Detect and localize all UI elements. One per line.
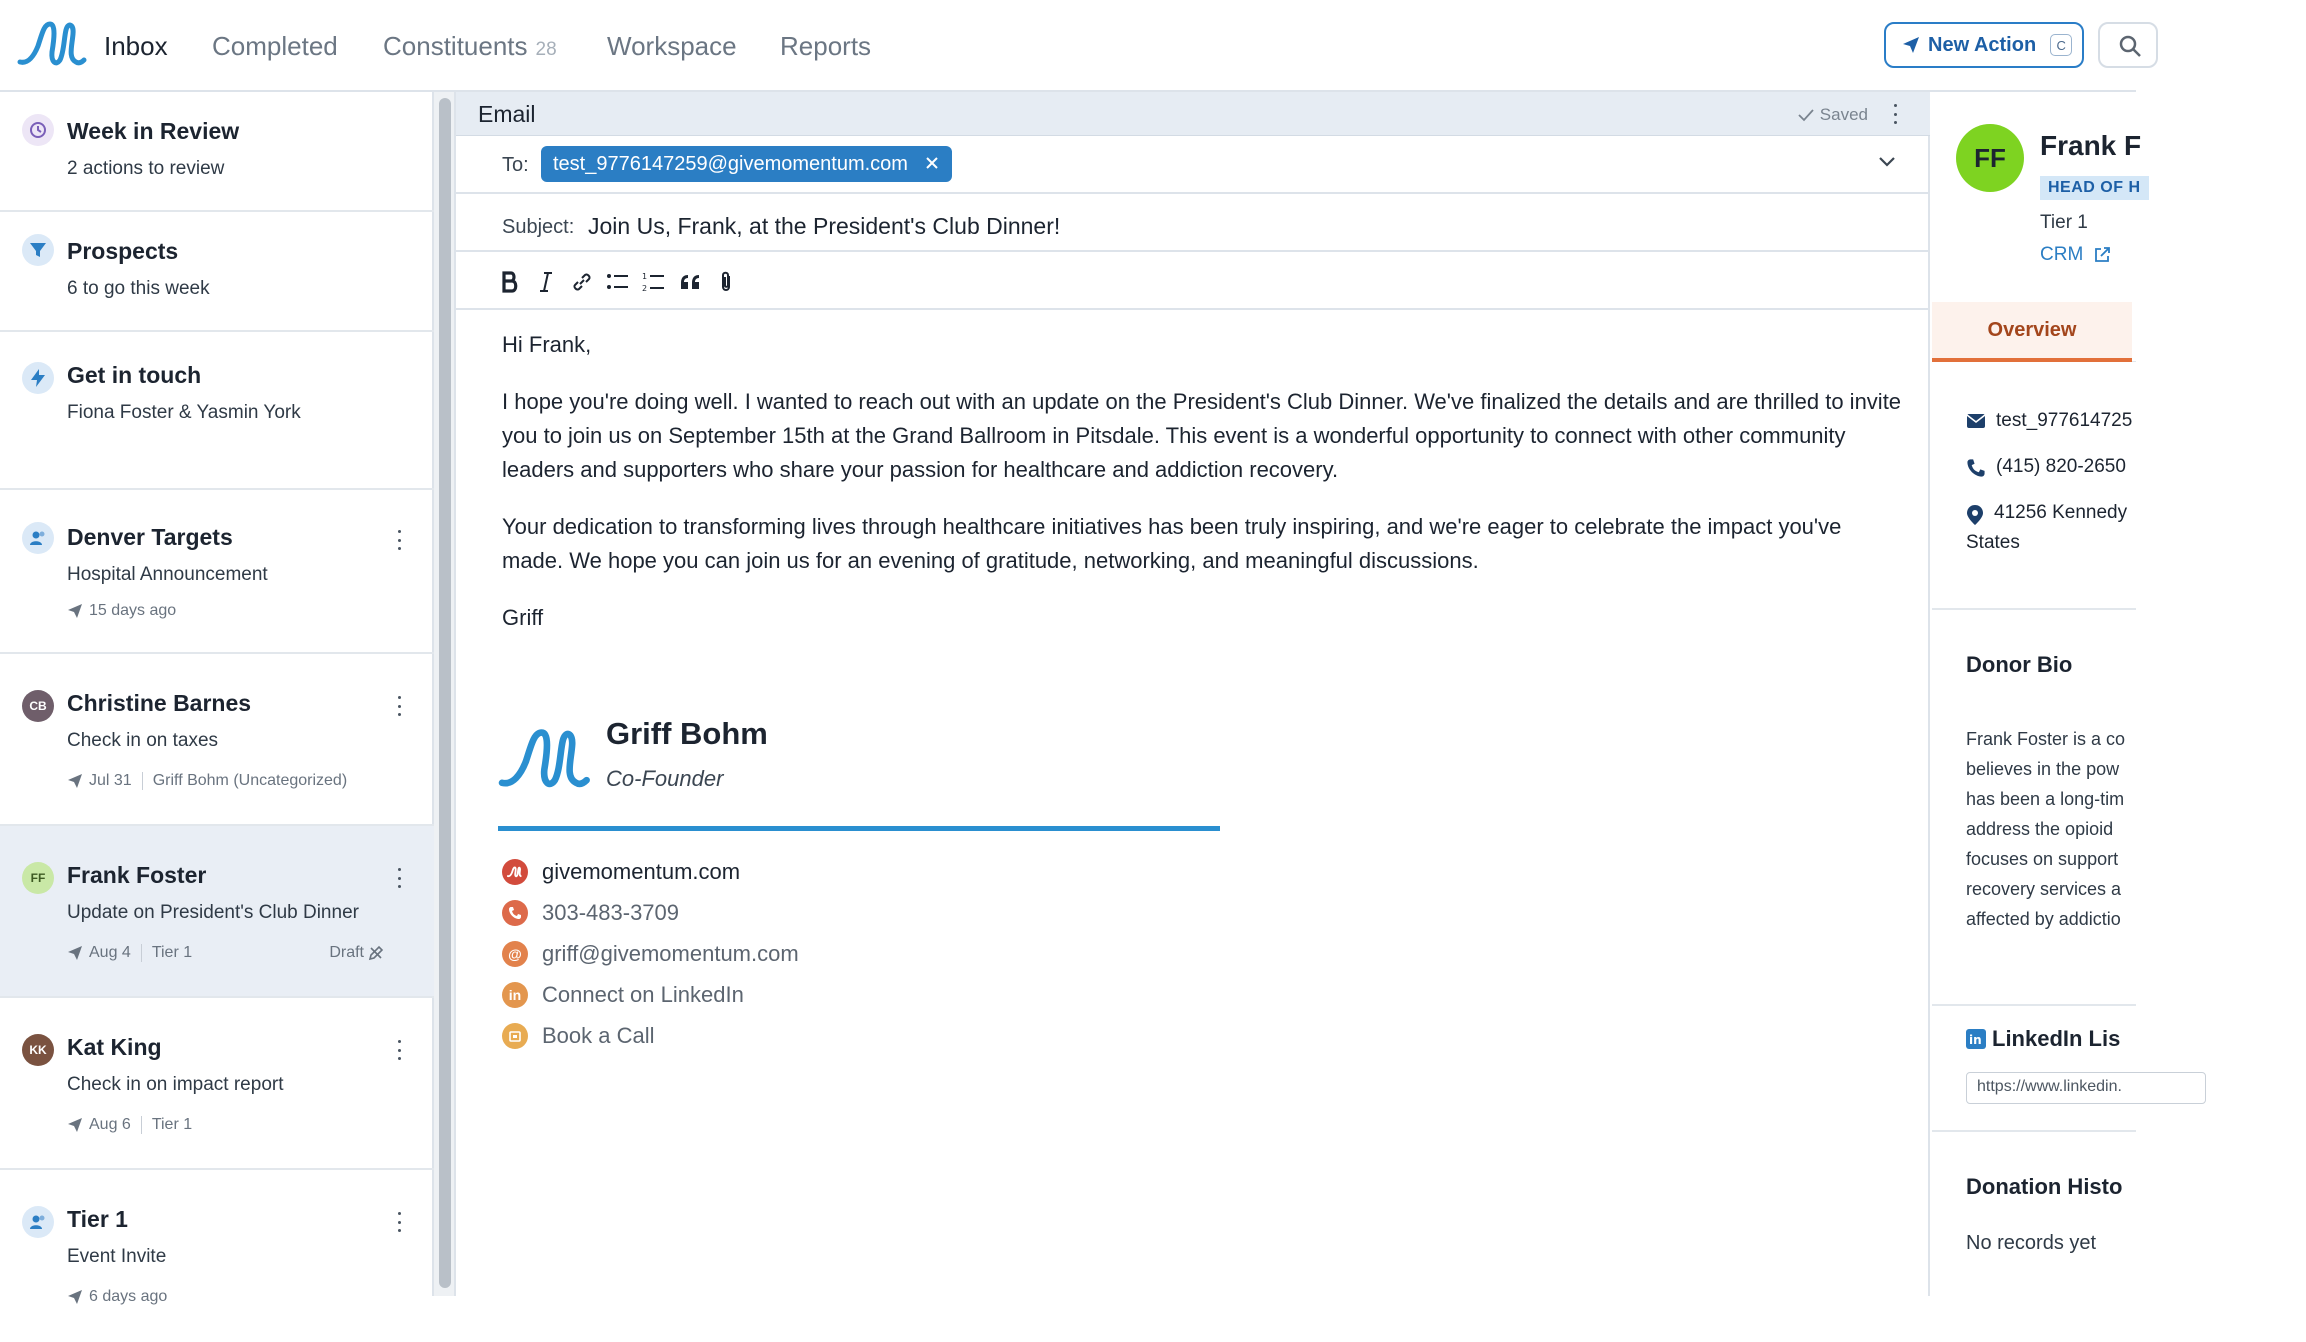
item-meta <box>67 602 176 620</box>
new-action-button[interactable] <box>1884 22 2084 68</box>
email-greeting: Hi Frank, <box>502 332 592 357</box>
crm-label: CRM <box>2040 244 2084 265</box>
contact-address <box>1966 502 2127 554</box>
send-icon <box>1902 36 1920 54</box>
sent-icon <box>67 945 83 961</box>
item-title: Get in touch <box>67 362 202 388</box>
formatting-toolbar <box>456 252 1930 310</box>
item-meta <box>67 1116 192 1134</box>
item-subtitle: Check in on taxes <box>67 730 219 751</box>
item-date: Aug 4 <box>89 944 131 961</box>
history-icon <box>22 114 54 146</box>
attachment-icon[interactable] <box>710 266 742 298</box>
check-icon <box>1798 108 1814 122</box>
draft-status <box>329 944 384 962</box>
signature-title: Co-Founder <box>606 766 724 791</box>
list-item-denver-targets[interactable] <box>0 490 434 654</box>
item-subtitle: Event Invite <box>67 1246 167 1267</box>
address-line-1: 41256 Kennedy <box>1994 502 2128 523</box>
at-sign-icon: @ <box>502 941 528 967</box>
item-menu-icon[interactable] <box>396 1040 402 1060</box>
contact-tier: Tier 1 <box>2040 212 2088 233</box>
inbox-list <box>0 92 434 1305</box>
composer-title: Email <box>478 101 536 127</box>
item-date: 15 days ago <box>89 602 177 619</box>
subject-input[interactable]: Join Us, Frank, at the President's Club Dinner! <box>588 213 1061 239</box>
scrollbar-thumb[interactable] <box>439 98 451 1288</box>
item-title: Prospects <box>67 238 179 264</box>
top-navigation <box>0 0 2136 92</box>
contact-phone[interactable] <box>1966 456 2126 478</box>
to-row <box>456 136 1930 194</box>
recipient-chip[interactable] <box>541 146 952 182</box>
to-label: To: <box>502 154 529 176</box>
remove-recipient-icon[interactable] <box>924 155 940 171</box>
subject-label: Subject: <box>502 216 575 238</box>
contact-name: Frank F <box>2040 130 2142 161</box>
sent-icon <box>67 1117 83 1133</box>
website-icon <box>502 859 528 885</box>
phone-text: 303-483-3709 <box>542 900 680 925</box>
sidebar-scrollbar[interactable] <box>434 92 456 1296</box>
avatar-initials: CB <box>29 699 47 713</box>
contact-panel <box>1932 92 2142 1296</box>
saved-label: Saved <box>1819 105 1868 124</box>
composer-menu-icon[interactable] <box>1892 104 1898 124</box>
contact-title-badge: HEAD OF H <box>2040 176 2149 200</box>
section-divider <box>1932 1130 2136 1132</box>
list-item-christine-barnes[interactable] <box>0 654 434 826</box>
website-text: givemomentum.com <box>542 859 741 884</box>
item-subtitle: 2 actions to review <box>67 158 225 179</box>
list-item-get-in-touch[interactable] <box>0 332 434 490</box>
item-title: Week in Review <box>67 118 240 144</box>
email-body[interactable] <box>502 328 1902 658</box>
sent-icon <box>67 773 83 789</box>
nav-tab-constituents[interactable] <box>383 30 557 66</box>
location-pin-icon <box>1966 504 1984 526</box>
contact-email-text: test_977614725 <box>1996 410 2133 431</box>
avatar <box>22 862 54 894</box>
item-title: Denver Targets <box>67 524 233 550</box>
email-composer <box>456 92 1930 1296</box>
new-action-label: New Action <box>1928 33 2037 56</box>
linkedin-icon: in <box>502 982 528 1008</box>
item-title: Christine Barnes <box>67 690 252 716</box>
item-title: Tier 1 <box>67 1206 128 1232</box>
nav-tab-completed[interactable]: Completed <box>212 31 338 61</box>
draft-label: Draft <box>329 944 364 961</box>
avatar <box>22 1034 54 1066</box>
signature-website[interactable] <box>502 857 740 887</box>
nav-tab-reports[interactable]: Reports <box>780 31 872 61</box>
bio-line: recovery services a <box>1966 879 2122 899</box>
mail-icon <box>1966 413 1986 429</box>
svg-text:1: 1 <box>642 272 648 281</box>
list-item-prospects[interactable] <box>0 212 434 332</box>
composer-header <box>456 92 1930 136</box>
avatar <box>22 690 54 722</box>
group-icon <box>22 522 54 554</box>
crm-link[interactable] <box>2040 244 2111 266</box>
nav-tab-label: Constituents <box>383 31 528 61</box>
calendar-icon <box>502 1023 528 1049</box>
constituents-count: 28 <box>535 39 557 60</box>
signature-email[interactable] <box>502 939 799 969</box>
recipient-email: test_9776147259@givemomentum.com <box>553 152 908 175</box>
contact-email[interactable] <box>1966 410 2132 432</box>
item-title: Kat King <box>67 1034 162 1060</box>
email-paragraph-2: Your dedication to transforming lives through healthcare initiatives has been truly inspiring, and we're eager to celebrate the impact you've made. We hope you can join us for an evening of gratitude, networking, and meaningful discussions. <box>502 514 1842 573</box>
search-button[interactable] <box>2098 22 2158 68</box>
linkedin-title-text: LinkedIn Lis <box>1992 1026 2121 1051</box>
nav-tab-workspace[interactable]: Workspace <box>607 31 737 61</box>
item-menu-icon[interactable] <box>396 530 402 550</box>
chevron-down-icon[interactable] <box>1878 156 1896 168</box>
item-menu-icon[interactable] <box>396 696 402 716</box>
section-divider <box>1932 608 2136 610</box>
list-item-kat-king[interactable] <box>0 998 434 1170</box>
email-text: griff@givemomentum.com <box>542 941 799 966</box>
svg-text:2: 2 <box>642 284 648 293</box>
lightning-icon <box>22 362 54 394</box>
contact-phone-text: (415) 820-2650 <box>1996 456 2126 477</box>
item-subtitle: Fiona Foster & Yasmin York <box>67 402 301 423</box>
email-paragraph-1: I hope you're doing well. I wanted to reach out with an update on the President's Club Dinner. We've finalized the details and are thrilled to invite you to join us on September 15th at the Grand Ballroom in Pitsdale. This event is a wonderful opportunity to connect with other community leaders and supporters who share your passion for healthcare and addiction recovery. <box>502 389 1902 482</box>
external-link-icon <box>2093 246 2111 264</box>
list-item-frank-foster[interactable] <box>0 826 434 998</box>
list-item-week-in-review[interactable] <box>0 92 434 212</box>
item-date: 6 days ago <box>89 1288 168 1305</box>
item-meta <box>67 772 347 790</box>
item-tag: Tier 1 <box>151 1116 193 1133</box>
email-signoff: Griff <box>502 605 544 630</box>
numbered-list-icon[interactable] <box>638 266 670 298</box>
linkedin-section-title <box>1966 1026 2120 1052</box>
tab-overview[interactable]: Overview <box>1932 302 2132 362</box>
donation-history-title: Donation Histo <box>1966 1174 2123 1199</box>
item-meta <box>67 1288 167 1306</box>
item-meta <box>67 944 192 962</box>
booking-text: Book a Call <box>542 1023 655 1048</box>
signature-phone[interactable] <box>502 898 679 928</box>
bio-line: believes in the pow <box>1966 759 2120 779</box>
sent-icon <box>67 1289 83 1305</box>
momentum-logo[interactable] <box>16 16 86 72</box>
draft-pencil-icon <box>368 945 384 961</box>
filter-icon <box>22 234 54 266</box>
item-subtitle: 6 to go this week <box>67 278 210 299</box>
linkedin-icon <box>1966 1029 1986 1049</box>
item-menu-icon[interactable] <box>396 1212 402 1232</box>
signature-divider <box>498 826 1220 831</box>
bio-line: focuses on support <box>1966 849 2119 869</box>
item-date: Aug 6 <box>89 1116 131 1133</box>
saved-status <box>1798 105 1868 125</box>
linkedin-url-input[interactable]: https://www.linkedin. <box>1966 1072 2206 1104</box>
linkedin-text: Connect on LinkedIn <box>542 982 744 1007</box>
item-date: Jul 31 <box>89 772 132 789</box>
donation-empty-state: No records yet <box>1966 1232 2097 1254</box>
signature-name: Griff Bohm <box>606 716 768 751</box>
address-line-2: States <box>1966 532 2020 553</box>
keyboard-shortcut-badge: C <box>2050 34 2072 56</box>
item-title: Frank Foster <box>67 862 207 888</box>
donor-bio-title: Donor Bio <box>1966 652 2073 677</box>
group-icon <box>22 1206 54 1238</box>
bio-line: has been a long-tim <box>1966 789 2125 809</box>
bio-line: address the opioid <box>1966 819 2114 839</box>
bio-line: Frank Foster is a co <box>1966 729 2126 749</box>
contact-tabs <box>1932 302 2136 362</box>
contact-avatar: FF <box>1956 124 2024 192</box>
svg-text:in: in <box>1969 1033 1982 1047</box>
signature-linkedin[interactable] <box>502 980 744 1010</box>
signature-logo <box>496 722 590 796</box>
section-divider <box>1932 1004 2136 1006</box>
donor-bio-text <box>1966 724 2306 934</box>
subject-row <box>456 194 1930 252</box>
avatar-initials: FF <box>30 871 46 885</box>
item-menu-icon[interactable] <box>396 868 402 888</box>
phone-icon <box>502 900 528 926</box>
item-tag: Tier 1 <box>151 944 193 961</box>
phone-icon <box>1966 458 1986 478</box>
list-item-tier-1[interactable] <box>0 1170 434 1342</box>
bullet-list-icon[interactable] <box>602 266 634 298</box>
bold-icon[interactable] <box>494 266 526 298</box>
avatar-initials: KK <box>29 1043 47 1057</box>
quote-icon[interactable] <box>674 266 706 298</box>
link-icon[interactable] <box>566 266 598 298</box>
item-subtitle: Update on President's Club Dinner <box>67 902 359 923</box>
item-tag: Griff Bohm (Uncategorized) <box>152 772 348 789</box>
sent-icon <box>67 603 83 619</box>
item-subtitle: Hospital Announcement <box>67 564 268 585</box>
item-subtitle: Check in on impact report <box>67 1074 284 1095</box>
italic-icon[interactable] <box>530 266 562 298</box>
nav-tab-inbox[interactable]: Inbox <box>104 31 168 61</box>
bio-line: affected by addictio <box>1966 909 2121 929</box>
signature-booking[interactable] <box>502 1021 655 1051</box>
